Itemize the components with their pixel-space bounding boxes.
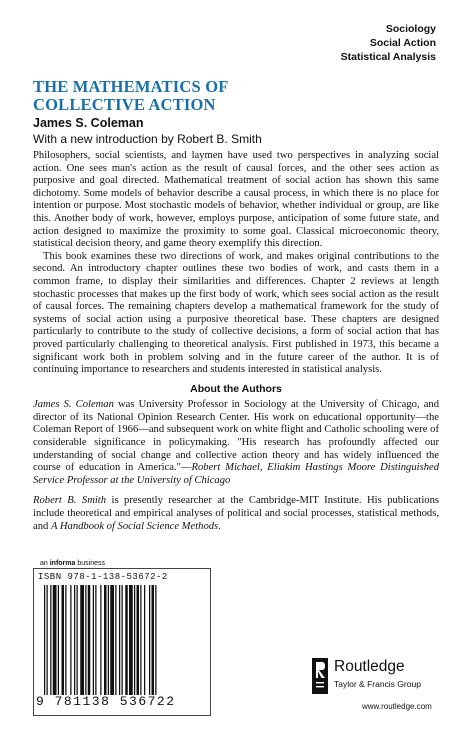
title-line-1: THE MATHEMATICS OF bbox=[33, 77, 229, 96]
category-social-action: Social Action bbox=[369, 37, 436, 49]
publisher-name: Routledge bbox=[334, 658, 405, 675]
isbn-barcode bbox=[33, 568, 211, 716]
coleman-bio bbox=[33, 399, 439, 487]
publisher-url: www.routledge.com bbox=[362, 702, 432, 711]
title-line-2: COLLECTIVE ACTION bbox=[33, 95, 216, 114]
routledge-logo bbox=[312, 658, 442, 694]
smith-bio-book: A Handbook of Social Science Methods bbox=[50, 520, 219, 532]
blurb-body bbox=[33, 150, 439, 533]
coleman-bio-quote-attribution: Robert Michael, Eliakim Hastings Moore Distinguished Service Professor at the University of Chicago bbox=[33, 462, 439, 486]
subject-categories bbox=[341, 22, 436, 64]
routledge-mark-icon bbox=[312, 658, 328, 694]
book-title bbox=[33, 78, 433, 114]
author-name: James S. Coleman bbox=[33, 116, 144, 130]
barcode-bars bbox=[44, 585, 202, 695]
introduction-credit: With a new introduction by Robert B. Smith bbox=[33, 132, 262, 146]
coleman-bio-name: James S. Coleman bbox=[33, 399, 114, 411]
blurb-paragraph-1: Philosophers, social scientists, and laymen have used two perspectives in analyzing social action. One sees man's action as the result of causal forces, and the other sees action as purposive and goal directed. Mathematical treatment of social action has shown this same dichotomy. Some models of behavior describe a causal process, in which there is no place for intention or purpose. Most stochastic models of behavior, whether individual or group, are like this. Another body of work, however, employs purpose, anticipation of some future state, and action designed to maximize the proximity to some goal. Classical microeconomic theory, statistical decision theory, and game theory exemplify this direction. bbox=[33, 150, 439, 250]
smith-bio-end: . bbox=[218, 520, 221, 532]
about-authors-heading: About the Authors bbox=[190, 382, 282, 395]
blurb-paragraph-2: This book examines these two directions of work, and makes original contributions to the second. An introductory chapter outlines these two bodies of work, and casts them in a common frame, to display their similarities and differences. Chapter 2 reviews at length stochastic processes that makes up the first body of work, which sees social action as the result of causal forces. The remaining chapters develop a mathematical framework for the study of systems of social action using a purposive theoretical base. These chapters are designed particularly to contribute to the study of collective decisions, a form of social action that has proved particularly challenging to theoretical analysis. First published in 1973, this became a significant work both in problem solving and in the future career of the author. It is of continuing importance to researchers and students interested in statistical analysis. bbox=[33, 250, 439, 376]
smith-bio-text: is presently researcher at the Cambridge-MIT Institute. His publications include theoretical and empirical analyses of political and social processes, statistical methods, and bbox=[33, 495, 439, 532]
barcode-digits: 9 781138 536722 bbox=[36, 694, 176, 709]
smith-bio-name: Robert B. Smith bbox=[33, 495, 107, 507]
coleman-bio-text: was University Professor in Sociology at the University of Chicago, and director of its National Opinion Research Center. His work on educational opportunity—the Coleman Report of 1966—and subsequent work on white flight and Catholic schooling were of considerable significance in policymaking. "His research has profoundly affected our understanding of social change and collective action theory and has widely influenced the course of education in America."— bbox=[33, 399, 439, 474]
isbn-text: ISBN 978-1-138-53672-2 bbox=[38, 572, 168, 582]
publisher-group: Taylor & Francis Group bbox=[334, 679, 421, 689]
category-sociology: Sociology bbox=[385, 23, 436, 35]
category-statistical-analysis: Statistical Analysis bbox=[340, 51, 436, 63]
informa-business-label: an informa business bbox=[40, 560, 105, 567]
smith-bio bbox=[33, 495, 439, 533]
